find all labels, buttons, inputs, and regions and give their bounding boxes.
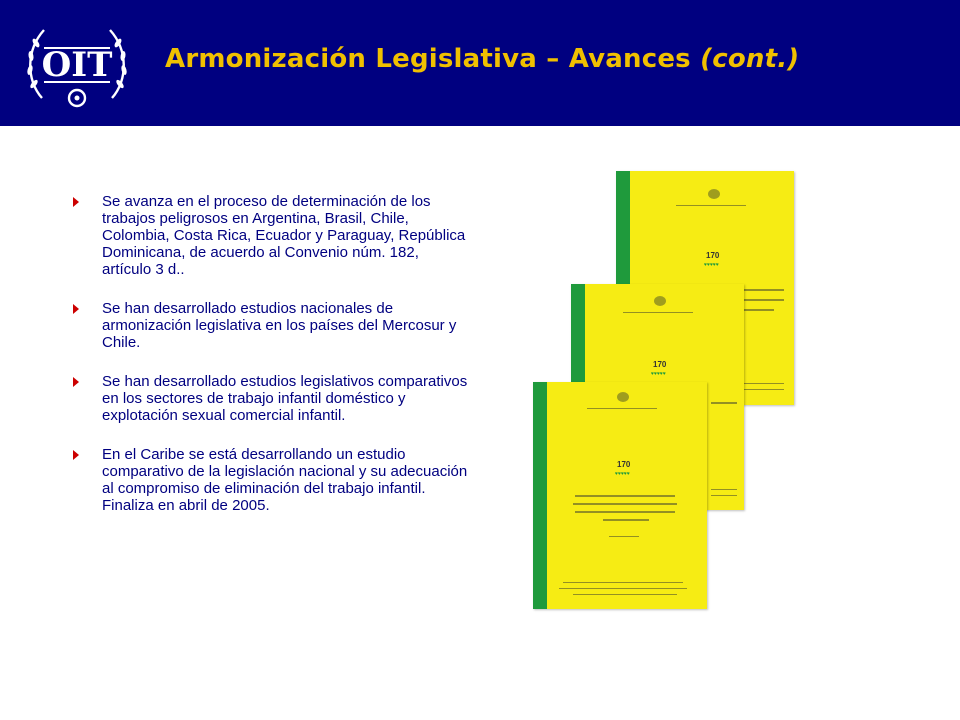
book-hearts-icon: ♥♥♥♥♥ [704, 262, 719, 268]
book-title-line [603, 519, 649, 521]
book-number: 170 [653, 360, 667, 369]
book-number: 170 [617, 460, 631, 469]
book-emblem-icon [708, 189, 720, 199]
book-footer-line [573, 594, 677, 595]
title-main: Armonización Legislativa – Avances [165, 44, 701, 74]
bullet-item [72, 193, 472, 278]
bullet-list [72, 193, 472, 536]
book-footer-line [711, 495, 737, 496]
book-title-line [575, 511, 675, 513]
book-heading-line [623, 312, 693, 313]
book-title-line [573, 503, 677, 505]
book-author-line [609, 536, 639, 537]
book-footer-line [744, 389, 784, 390]
bullet-text: Se han desarrollado estudios legislativos comparativos en los sectores de trabajo infantil doméstico y explotación sexual comercial infantil. [102, 373, 468, 424]
title-suffix: (cont.) [700, 44, 800, 74]
book-title-line [575, 495, 675, 497]
book-title-line [744, 289, 784, 291]
book-footer-line [563, 582, 683, 583]
book-heading-line [587, 408, 657, 409]
book-hearts-icon: ♥♥♥♥♥ [615, 471, 630, 477]
bullet-item [72, 300, 472, 351]
book-title-line [744, 299, 784, 301]
bullet-text: Se han desarrollado estudios nacionales de armonización legislativa en los países del Mercosur y Chile. [102, 300, 457, 351]
book-title-line [744, 309, 774, 311]
book-number: 170 [706, 251, 720, 260]
book-hearts-icon: ♥♥♥♥♥ [651, 371, 666, 377]
bullet-arrow-icon [73, 377, 79, 387]
bullet-arrow-icon [73, 450, 79, 460]
book-title-line [711, 402, 737, 404]
book-spine [533, 382, 547, 609]
book-footer-line [711, 489, 737, 490]
book-footer-line [559, 588, 687, 589]
book-cover-front [533, 382, 707, 609]
logo-text: OIT [41, 45, 113, 85]
book-emblem-icon [654, 296, 666, 306]
page-title [165, 44, 799, 74]
bullet-text: En el Caribe se está desarrollando un estudio comparativo de la legislación nacional y su adecuación al compromiso de eliminación del trabajo infantil. Finaliza en abril de 2005. [102, 446, 468, 514]
bullet-item [72, 446, 472, 514]
oit-logo [22, 14, 132, 114]
bullet-arrow-icon [73, 304, 79, 314]
book-heading-line [676, 205, 746, 206]
book-footer-line [744, 383, 784, 384]
book-emblem-icon [617, 392, 629, 402]
bullet-item [72, 373, 472, 424]
bullet-arrow-icon [73, 197, 79, 207]
header-bar [0, 0, 960, 126]
bullet-text: Se avanza en el proceso de determinación de los trabajos peligrosos en Argentina, Brasil, Chile, Colombia, Costa Rica, Ecuador y Paraguay, República Dominicana, de acuerdo al Convenio núm. 182, artículo 3 d.. [102, 193, 466, 278]
